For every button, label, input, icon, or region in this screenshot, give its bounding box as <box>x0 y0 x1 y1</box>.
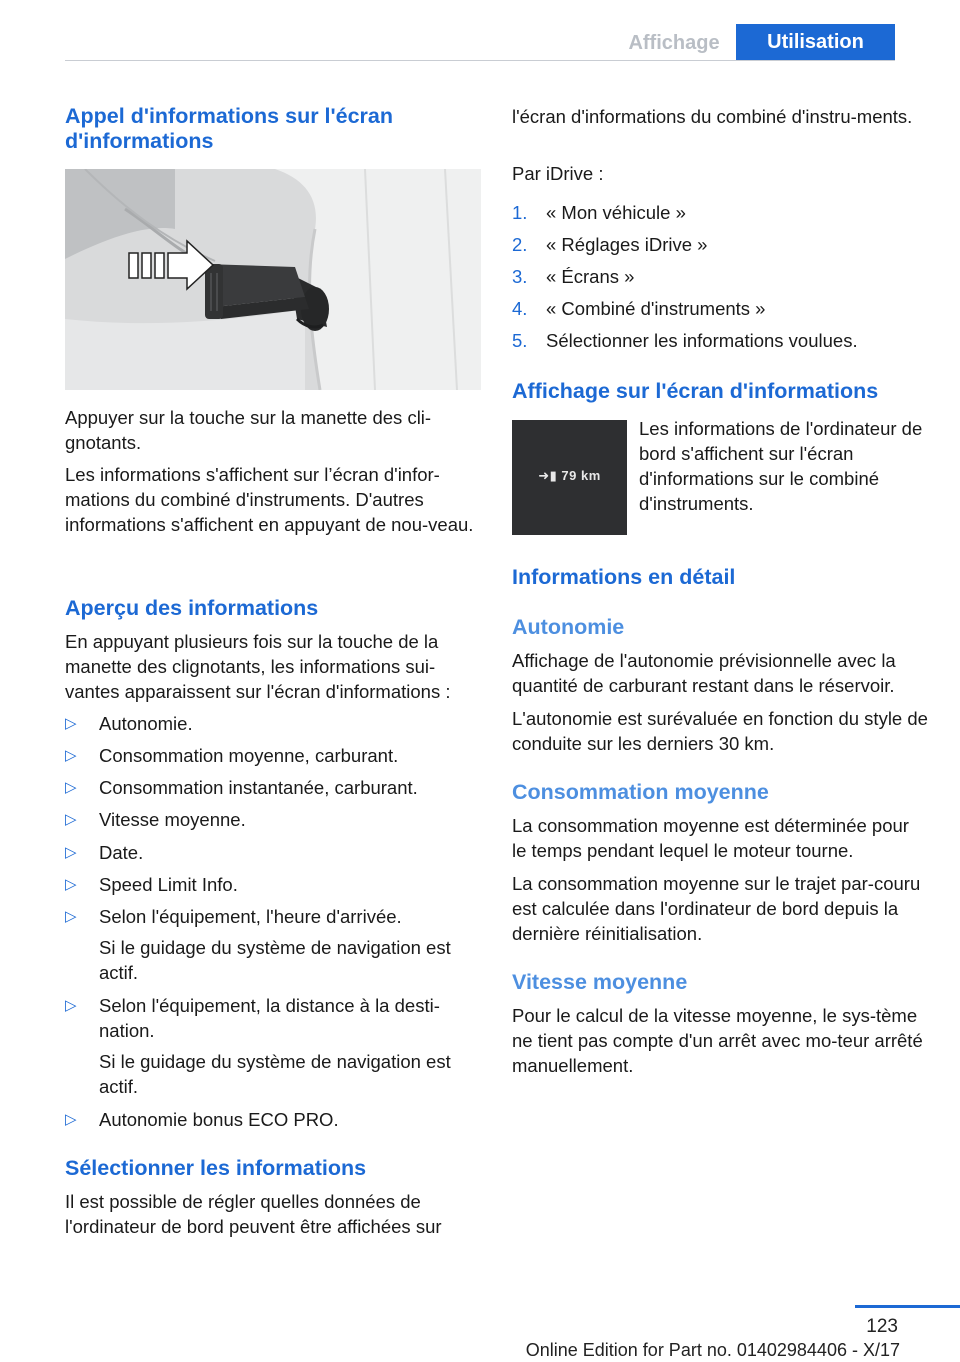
paragraph-informations-affichent: Les informations s'affichent sur l’écran d'infor-mations du combiné d'instruments. D'autres informations s'affichent en appuyant de nou-veau. <box>65 464 474 535</box>
list-item: ▷ Date. <box>65 842 144 863</box>
heading-apercu-informations: Aperçu des informations <box>65 596 319 620</box>
list-item: ▷ Consommation instantanée, carburant. <box>65 777 418 798</box>
triangle-bullet-icon: ▷ <box>65 876 77 893</box>
range-arrow-icon: ➜ <box>538 468 550 483</box>
list-item: ▷ Speed Limit Info. <box>65 874 238 895</box>
list-item: ▷ Selon l'équipement, la distance à la desti-nation. <box>65 995 440 1041</box>
paragraph-autonomie-1: Affichage de l'autonomie prévisionnelle avec la quantité de carburant restant dans le réservoir. <box>512 650 896 696</box>
heading-appel-informations: Appel d'informations sur l'écran d'informations <box>65 104 394 153</box>
header-divider <box>65 60 895 61</box>
turn-signal-lever-photo <box>65 169 481 390</box>
heading-autonomie: Autonomie <box>512 615 625 639</box>
page-number: 123 <box>866 1316 898 1337</box>
fuel-pump-icon: ▮ <box>549 468 558 483</box>
triangle-bullet-icon: ▷ <box>65 715 77 732</box>
triangle-bullet-icon: ▷ <box>65 997 77 1014</box>
paragraph-appuyant-plusieurs-fois: En appuyant plusieurs fois sur la touche de la manette des clignotants, les informations sui-vantes apparaissent sur l'écran d'informations : <box>65 631 451 702</box>
list-item: 1. « Mon véhicule » <box>512 202 686 223</box>
heading-informations-detail: Informations en détail <box>512 565 736 589</box>
triangle-bullet-icon: ▷ <box>65 811 77 828</box>
heading-consommation-moyenne: Consommation moyenne <box>512 780 769 804</box>
list-item: 5. Sélectionner les informations voulues. <box>512 330 858 351</box>
paragraph-appuyer: Appuyer sur la touche sur la manette des cli-gnotants. <box>65 407 432 453</box>
tab-utilisation[interactable]: Utilisation <box>736 24 895 61</box>
list-item: 2. « Réglages iDrive » <box>512 234 708 255</box>
triangle-bullet-icon: ▷ <box>65 779 77 796</box>
paragraph-par-idrive: Par iDrive : <box>512 163 604 184</box>
list-item: 3. « Écrans » <box>512 266 635 287</box>
edition-footer: Online Edition for Part no. 01402984406 - X/17 <box>525 1340 900 1360</box>
triangle-bullet-icon: ▷ <box>65 844 77 861</box>
paragraph-ecran-continuation: l'écran d'informations du combiné d'instru-ments. <box>512 106 913 127</box>
footer-accent-bar <box>855 1305 960 1308</box>
list-item: ▷ Autonomie. <box>65 713 193 734</box>
range-readout: 79 km <box>561 468 601 483</box>
triangle-bullet-icon: ▷ <box>65 747 77 764</box>
list-item-note: Si le guidage du système de navigation est actif. <box>99 937 451 983</box>
heading-selectionner-informations: Sélectionner les informations <box>65 1156 367 1180</box>
paragraph-consommation-1: La consommation moyenne est déterminée pour le temps pendant lequel le moteur tourne. <box>512 815 909 861</box>
paragraph-affichage-ordinateur: Les informations de l'ordinateur de bord s'affichent sur l'écran d'informations sur le combiné d'instruments. <box>639 418 923 514</box>
triangle-bullet-icon: ▷ <box>65 1111 77 1128</box>
paragraph-autonomie-2: L'autonomie est surévaluée en fonction du style de conduite sur les derniers 30 km. <box>512 708 928 754</box>
list-item-note: Si le guidage du système de navigation est actif. <box>99 1051 451 1097</box>
list-item: ▷ Vitesse moyenne. <box>65 809 246 830</box>
list-item: 4. « Combiné d'instruments » <box>512 298 766 319</box>
heading-vitesse-moyenne: Vitesse moyenne <box>512 970 688 994</box>
list-item: ▷ Consommation moyenne, carburant. <box>65 745 399 766</box>
paragraph-consommation-2: La consommation moyenne sur le trajet par-couru est calculée dans l'ordinateur de bord depuis la dernière réinitialisation. <box>512 873 921 944</box>
list-item: ▷ Autonomie bonus ECO PRO. <box>65 1109 339 1130</box>
tab-affichage[interactable]: Affichage <box>628 31 720 54</box>
triangle-bullet-icon: ▷ <box>65 908 77 925</box>
paragraph-regler-donnees: Il est possible de régler quelles données de l'ordinateur de bord peuvent être affichées sur <box>65 1191 442 1237</box>
heading-affichage-ecran: Affichage sur l'écran d'informations <box>512 379 879 403</box>
info-display-thumbnail <box>512 420 627 535</box>
list-item: ▷ Selon l'équipement, l'heure d'arrivée. <box>65 906 402 927</box>
paragraph-vitesse: Pour le calcul de la vitesse moyenne, le sys-tème ne tient pas compte d'un arrêt avec mo-teur arrêté manuellement. <box>512 1005 923 1076</box>
